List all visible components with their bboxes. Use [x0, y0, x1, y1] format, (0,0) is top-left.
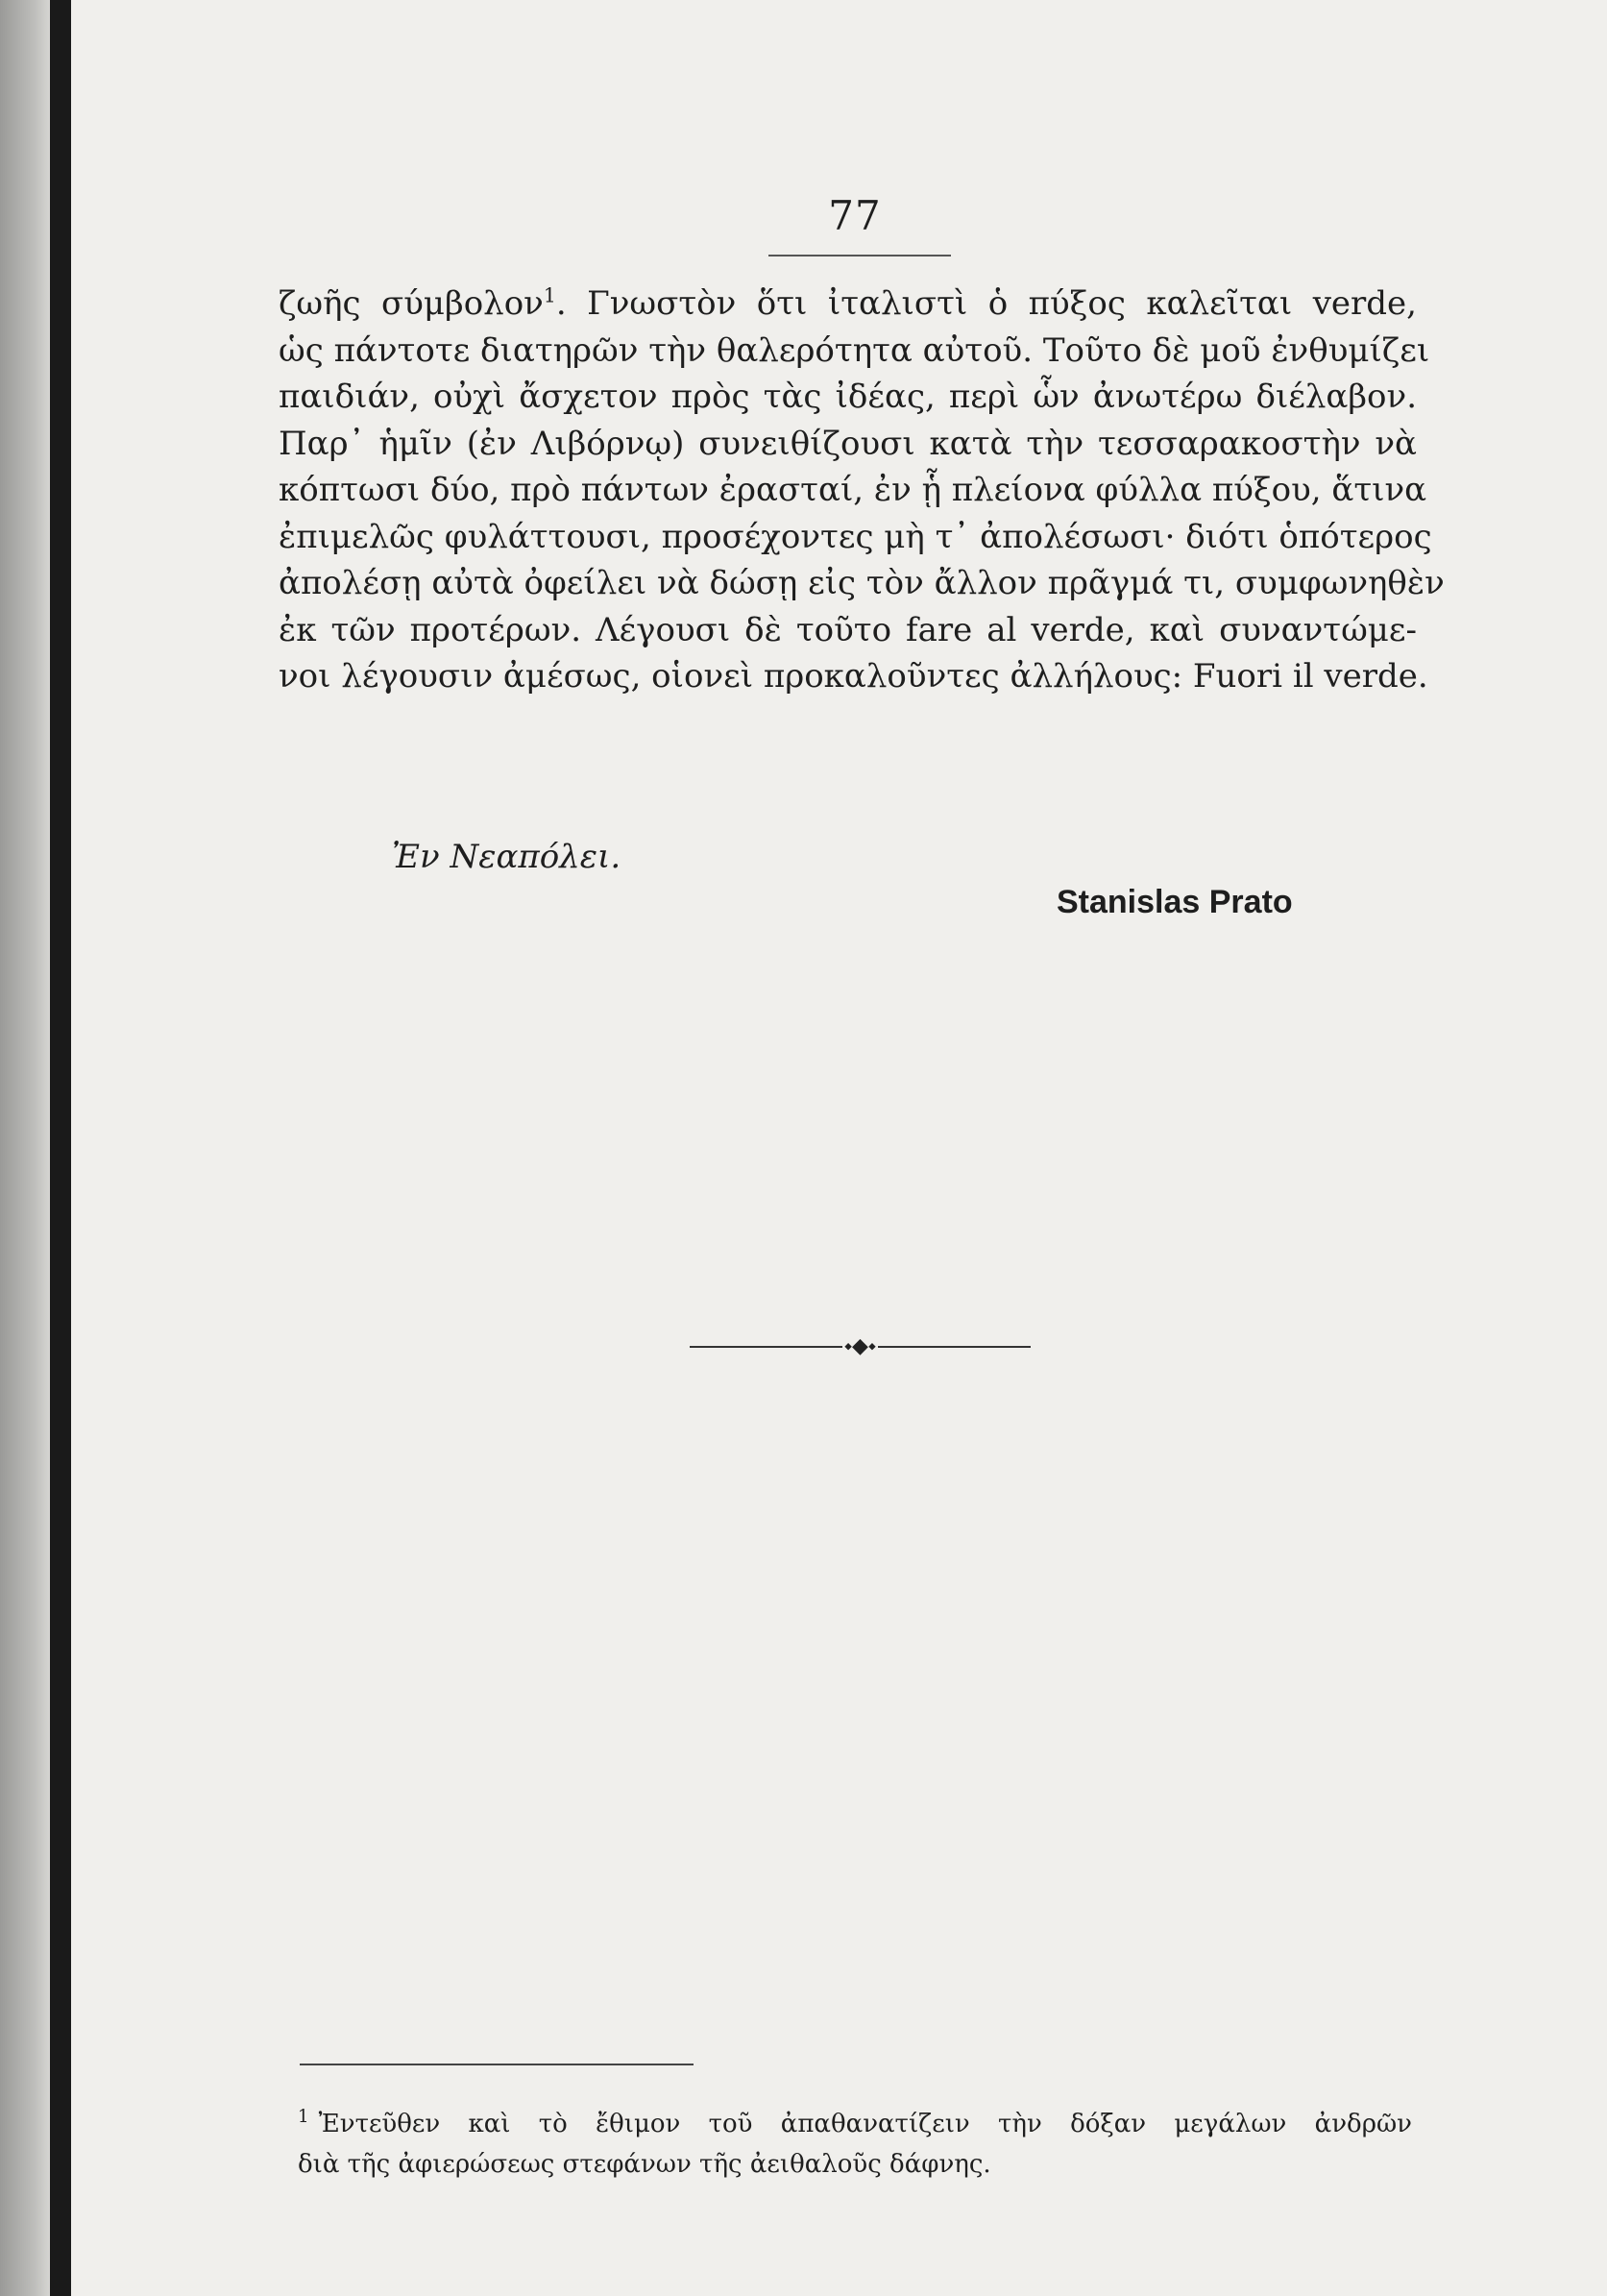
divider-bar-left	[690, 1346, 842, 1348]
body-line: ἐκ τῶν προτέρων. Λέγουσι δὲ τοῦτο fare al verde, καὶ συναντώμε-	[279, 610, 1417, 649]
page-number: 77	[828, 192, 882, 239]
binding-edge	[50, 0, 71, 2296]
body-line: ὡς πάντοτε διατηρῶν τὴν θαλερότητα αὐτοῦ. Τοῦτο δὲ μοῦ ἐνθυμίζει	[279, 330, 1430, 370]
footnote-line: διὰ τῆς ἀφιερώσεως στεφάνων τῆς ἀειθαλοῦς δάφνης.	[298, 2150, 991, 2179]
footnote	[298, 2104, 1412, 2185]
footnote-line	[298, 2104, 1412, 2144]
body-line-rest: . Γνωστὸν ὅτι ἰταλιστὶ ὁ πύξος καλεῖται verde,	[555, 284, 1417, 323]
body-line: ἀπολέσῃ αὐτὰ ὀφείλει νὰ δώσῃ εἰς τὸν ἄλλον πρᾶγμά τι, συμφωνηθὲν	[279, 564, 1445, 602]
body-line: νοι λέγουσιν ἀμέσως, οἱονεὶ προκαλοῦντες ἀλλήλους: Fuori il verde.	[279, 657, 1428, 696]
ornament-icon: ⬩◆⬩	[844, 1334, 876, 1358]
body-line	[279, 281, 1417, 328]
body-paragraph	[279, 281, 1445, 700]
body-line: ἐπιμελῶς φυλάττουσι, προσέχοντες μὴ τ᾽ ἀπολέσωσι· διότι ὁπότερος	[279, 517, 1432, 556]
footnote-rule	[300, 2064, 694, 2065]
author-signature: Stanislas Prato	[1057, 884, 1293, 920]
section-divider	[690, 1334, 1031, 1358]
body-line: παιδιάν, οὐχὶ ἄσχετον πρὸς τὰς ἰδέας, περὶ ὧν ἀνωτέρω διέλαβον.	[279, 378, 1417, 416]
footnote-line-text: Ἐντεῦθεν καὶ τὸ ἔθιμον τοῦ ἀπαθανατίζειν τὴν δόξαν μεγάλων ἀνδρῶν	[318, 2110, 1412, 2138]
footnote-reference: 1	[543, 283, 556, 307]
footnote-mark: 1	[298, 2107, 309, 2128]
body-line-start: ζωῆς σύμβολον	[279, 284, 544, 323]
divider-bar-right	[878, 1346, 1031, 1348]
body-line: κόπτωσι δύο, πρὸ πάντων ἐρασταί, ἐν ᾗ πλείονα φύλλα πύξου, ἅτινα	[279, 471, 1427, 509]
body-line: Παρ᾽ ἡμῖν (ἐν Λιβόρνῳ) συνειθίζουσι κατὰ τὴν τεσσαρακοστὴν νὰ	[279, 424, 1417, 463]
dateline: Ἐν Νεαπόλει.	[392, 838, 621, 876]
page-number-rule	[768, 255, 951, 256]
